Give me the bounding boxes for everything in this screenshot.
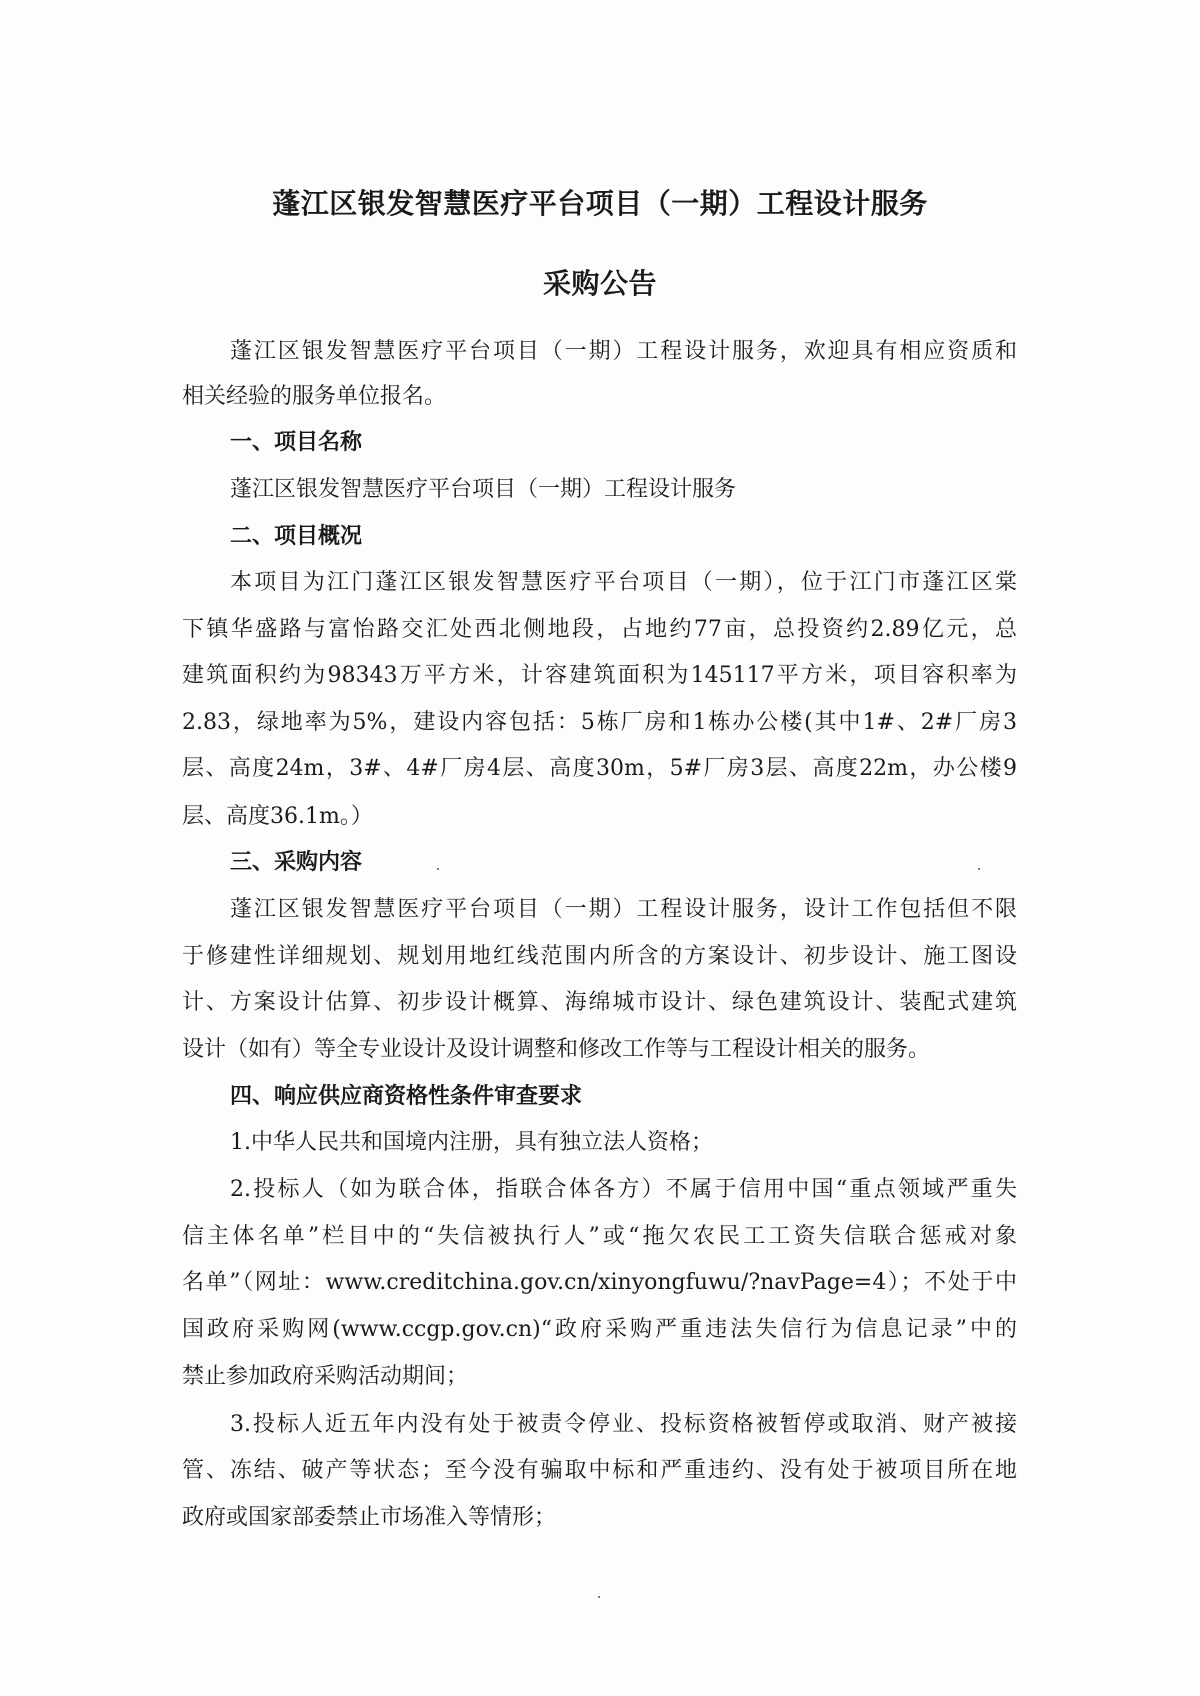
overview-line-4: 2.83，绿地率为5%，建设内容包括：5栋厂房和1栋办公楼(其中1#、2#厂房3 bbox=[182, 710, 1017, 735]
qualification-item-3-line-1: 3.投标人近五年内没有处于被责令停业、投标资格被暂停或取消、财产被接 bbox=[230, 1412, 1017, 1437]
qualification-item-1: 1.中华人民共和国境内注册，具有独立法人资格； bbox=[230, 1130, 713, 1155]
overview-line-1: 本项目为江门蓬江区银发智慧医疗平台项目（一期），位于江门市蓬江区棠 bbox=[230, 570, 1017, 595]
qualification-item-3-line-3: 政府或国家部委禁止市场准入等情形； bbox=[182, 1505, 557, 1530]
overview-line-6: 层、高度36.1m。） bbox=[182, 804, 373, 829]
content-line-1: 蓬江区银发智慧医疗平台项目（一期）工程设计服务，设计工作包括但不限 bbox=[230, 897, 1017, 922]
intro-line-1: 蓬江区银发智慧医疗平台项目（一期）工程设计服务，欢迎具有相应资质和 bbox=[230, 339, 1017, 364]
qualification-item-2-line-5: 禁止参加政府采购活动期间； bbox=[182, 1364, 469, 1389]
qualification-item-2-line-1: 2.投标人（如为联合体，指联合体各方）不属于信用中国“重点领域严重失 bbox=[230, 1177, 1017, 1202]
scan-speck bbox=[437, 868, 439, 870]
content-line-3: 计、方案设计估算、初步设计概算、海绵城市设计、绿色建筑设计、装配式建筑 bbox=[182, 990, 1017, 1015]
section-heading-qualification: 四、响应供应商资格性条件审查要求 bbox=[230, 1084, 583, 1109]
document-subtitle: 采购公告 bbox=[542, 267, 657, 300]
project-name-text: 蓬江区银发智慧医疗平台项目（一期）工程设计服务 bbox=[230, 477, 737, 502]
overview-line-3: 建筑面积约为98343万平方米，计容建筑面积为145117平方米，项目容积率为 bbox=[182, 663, 1017, 688]
content-line-2: 于修建性详细规划、规划用地红线范围内所含的方案设计、初步设计、施工图设 bbox=[182, 944, 1017, 969]
scan-speck bbox=[598, 1596, 600, 1598]
section-heading-procurement-content: 三、采购内容 bbox=[230, 850, 363, 875]
qualification-item-3-line-2: 管、冻结、破产等状态；至今没有骗取中标和严重违约、没有处于被项目所在地 bbox=[182, 1458, 1017, 1483]
section-heading-project-name: 一、项目名称 bbox=[230, 430, 363, 455]
qualification-item-2-line-3: 名单”（网址：www.creditchina.gov.cn/xinyongfuwu/?navPage=4）；不处于中 bbox=[182, 1270, 1017, 1295]
document-title: 蓬江区银发智慧医疗平台项目（一期）工程设计服务 bbox=[272, 187, 928, 220]
content-line-4: 设计（如有）等全专业设计及设计调整和修改工作等与工程设计相关的服务。 bbox=[182, 1037, 931, 1062]
qualification-item-2-line-2: 信主体名单”栏目中的“失信被执行人”或“拖欠农民工工资失信联合惩戒对象 bbox=[182, 1224, 1017, 1249]
intro-line-2: 相关经验的服务单位报名。 bbox=[182, 384, 447, 409]
qualification-item-2-line-4: 国政府采购网(www.ccgp.gov.cn)“政府采购严重违法失信行为信息记录”中的 bbox=[182, 1317, 1017, 1342]
scan-speck bbox=[978, 868, 980, 870]
overview-line-5: 层、高度24m，3#、4#厂房4层、高度30m，5#厂房3层、高度22m，办公楼9 bbox=[182, 756, 1017, 781]
overview-line-2: 下镇华盛路与富怡路交汇处西北侧地段，占地约77亩，总投资约2.89亿元，总 bbox=[182, 617, 1017, 642]
section-heading-project-overview: 二、项目概况 bbox=[230, 524, 363, 549]
